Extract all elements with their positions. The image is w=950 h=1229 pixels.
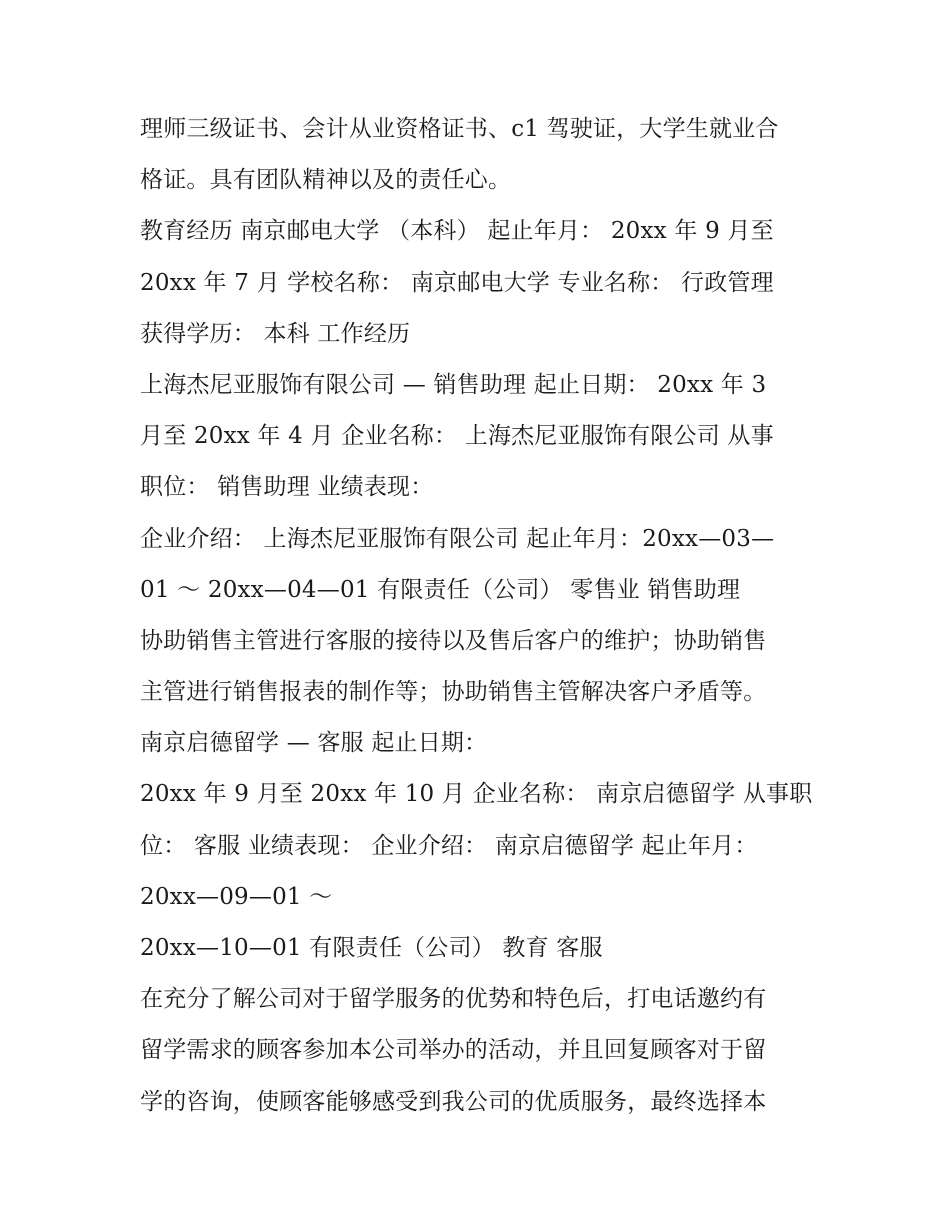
- resume-text-block: [140, 104, 820, 1128]
- text-line: 职位： 销售助理 业绩表现：: [140, 474, 434, 501]
- text-line: 留学需求的顾客参加本公司举办的活动，并且回复顾客对于留: [140, 1037, 767, 1064]
- text-line: 理师三级证书、会计从业资格证书、c1 驾驶证，大学生就业合: [140, 116, 779, 142]
- text-line: 20xx—09—01 ～: [140, 883, 333, 910]
- text-line: 南京启德留学 — 客服 起止日期：: [140, 730, 488, 757]
- text-line: 20xx 年 7 月 学校名称： 南京邮电大学 专业名称： 行政管理: [140, 269, 774, 296]
- text-line: 学的咨询，使顾客能够感受到我公司的优质服务，最终选择本: [140, 1088, 767, 1115]
- text-line: 位： 客服 业绩表现： 企业介绍： 南京启德留学 起止年月：: [140, 832, 758, 859]
- text-line: 上海杰尼亚服饰有限公司 — 销售助理 起止日期： 20xx 年 3: [140, 371, 767, 398]
- text-line: 01 ～ 20xx—04—01 有限责任（公司） 零售业 销售助理: [140, 576, 741, 603]
- text-line: 主管进行销售报表的制作等；协助销售主管解决客户矛盾等。: [140, 679, 767, 706]
- text-line: 格证。具有团队精神以及的责任心。: [140, 167, 512, 194]
- text-line: 月至 20xx 年 4 月 企业名称： 上海杰尼亚服饰有限公司 从事: [140, 423, 774, 450]
- text-line: 教育经历 南京邮电大学 （本科） 起止年月： 20xx 年 9 月至: [140, 218, 774, 245]
- text-line: 获得学历： 本科 工作经历: [140, 320, 411, 347]
- text-line: 在充分了解公司对于留学服务的优势和特色后，打电话邀约有: [140, 986, 767, 1013]
- text-line: 20xx 年 9 月至 20xx 年 10 月 企业名称： 南京启德留学 从事职: [140, 781, 813, 808]
- text-line: 协助销售主管进行客服的接待以及售后客户的维护；协助销售: [140, 627, 767, 654]
- text-line: 企业介绍： 上海杰尼亚服饰有限公司 起止年月：20xx—03—: [140, 525, 775, 552]
- text-line: 20xx—10—01 有限责任（公司） 教育 客服: [140, 935, 603, 961]
